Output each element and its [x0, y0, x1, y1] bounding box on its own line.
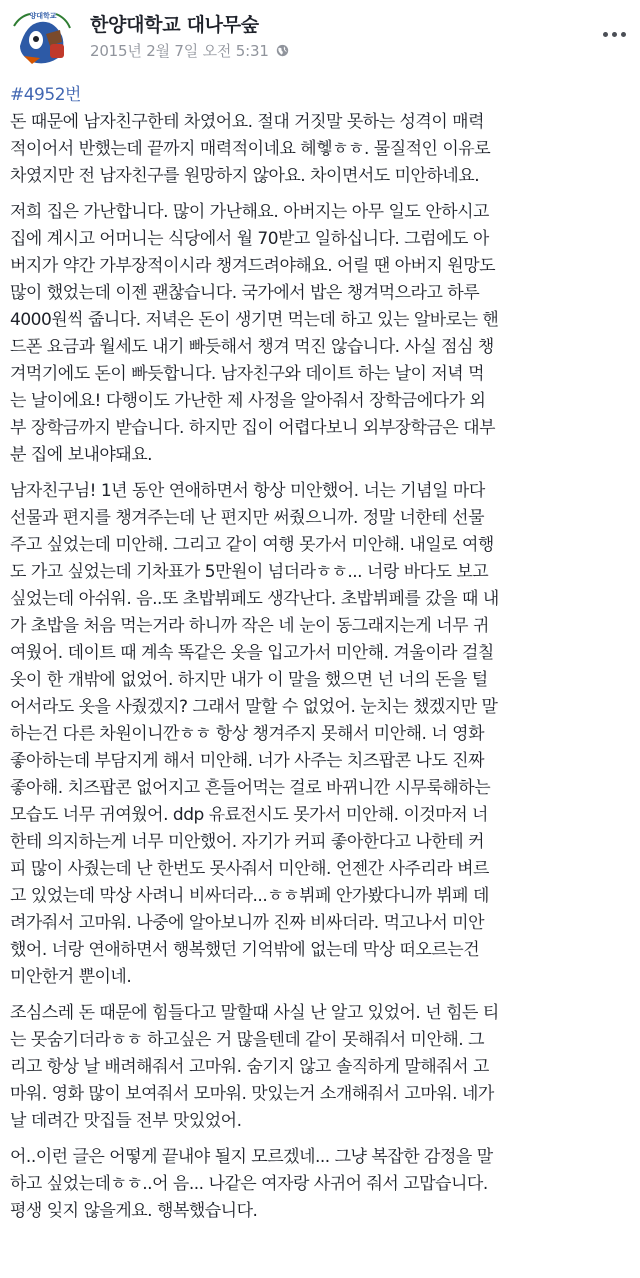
post-text-line: 리고 항상 날 배려해줘서 고마워. 숨기지 않고 솔직하게 말해줘서 고	[10, 1057, 489, 1077]
post-header	[0, 0, 640, 76]
post-text-line: 옷이 한 개밖에 없었어. 하지만 내가 이 말을 했으면 넌 너의 돈을 털	[10, 670, 488, 690]
post-timestamp[interactable]: 2015년 2월 7일 오전 5:31	[90, 42, 269, 60]
post-text-line: 했어. 너랑 연애하면서 행복했던 기억밖에 없는데 막상 떠오르는건	[10, 940, 480, 960]
post-paragraphs	[10, 109, 632, 1225]
post-body	[10, 82, 632, 1234]
post-text-line: 남자친구님! 1년 동안 연애하면서 항상 미안했어. 너는 기념일 마다	[10, 481, 485, 501]
page-name[interactable]: 한양대학교 대나무숲	[90, 14, 259, 36]
post-text-line: 하고 싶었는데ㅎㅎ..어 음... 나같은 여자랑 사귀어 줘서 고맙습니다.	[10, 1174, 488, 1194]
post-text-line: 여웠어. 데이트 때 계속 똑같은 옷을 입고가서 미안해. 겨울이라 걸칠	[10, 643, 494, 663]
post-text-line: 적이어서 반했는데 끝까지 매력적이네요 헤헿ㅎㅎ. 물질적인 이유로	[10, 139, 491, 159]
post-text-line: 돈 때문에 남자친구한테 차였어요. 절대 거짓말 못하는 성격이 매력	[10, 112, 485, 132]
post-text-line: 려가줘서 고마워. 나중에 알아보니까 진짜 비싸더라. 먹고나서 미안	[10, 913, 485, 933]
post-text-line: 부 장학금까지 받습니다. 하지만 집이 어렵다보니 외부장학금은 대부	[10, 418, 496, 438]
post-text-line: 가 초밥을 처음 먹는거라 하니까 작은 네 눈이 동그래지는게 너무 귀	[10, 616, 489, 636]
post-paragraph	[10, 1000, 632, 1135]
post-text-line: 겨먹기에도 돈이 빠듯합니다. 남자친구와 데이트 하는 날이 저녁 먹	[10, 364, 485, 384]
ellipsis-icon-dot	[603, 32, 608, 37]
post-text-line: 좋아하는데 부담지게 해서 미안해. 너가 사주는 치즈팝콘 나도 진짜	[10, 751, 485, 771]
post-text-line: 드폰 요금과 월세도 내기 빠듯해서 챙겨 먹진 않습니다. 사실 점심 챙	[10, 337, 494, 357]
post-paragraph	[10, 478, 632, 991]
post-text-line: 미안한거 뿐이네.	[10, 967, 132, 987]
post-paragraph	[10, 1144, 632, 1225]
post-text-line: 날 데려간 맛집들 전부 맛있었어.	[10, 1111, 242, 1131]
post-text-line: 주고 싶었는데 미안해. 그리고 같이 여행 못가서 미안해. 내일로 여행	[10, 535, 494, 555]
post-text-line: 한테 의지하는게 너무 미안했어. 자기가 커피 좋아한다고 나한테 커	[10, 832, 485, 852]
post-text-line: 좋아해. 치즈팝콘 없어지고 흔들어먹는 걸로 바뀌니깐 시무룩해하는	[10, 778, 491, 798]
post-text-line: 버지가 약간 가부장적이시라 챙겨드려야해요. 어릴 땐 아버지 원망도	[10, 256, 496, 276]
post-text-line: 하는건 다른 차원이니깐ㅎㅎ 항상 챙겨주지 못해서 미안해. 너 영화	[10, 724, 485, 744]
post-text-line: 싶었는데 아쉬워. 음..또 초밥뷔페도 생각난다. 초밥뷔페를 갔을 때 내	[10, 589, 499, 609]
post-text-line: 집에 계시고 어머니는 식당에서 월 70받고 일하십니다. 그럼에도 아	[10, 229, 489, 249]
post-text-line: 조심스레 돈 때문에 힘들다고 말할때 사실 난 알고 있었어. 넌 힘든 티	[10, 1003, 499, 1023]
post-text-line: 어서라도 옷을 사줬겠지? 그래서 말할 수 없었어. 눈치는 챘겠지만 말	[10, 697, 498, 717]
post-text-line: 평생 잊지 않을게요. 행복했습니다.	[10, 1201, 258, 1221]
ellipsis-icon-dot	[621, 32, 626, 37]
post-paragraph	[10, 109, 632, 190]
post-text-line: 고 있었는데 막상 사려니 비싸더라...ㅎㅎ뷔페 안가봤다니까 뷔페 데	[10, 886, 489, 906]
bamboo-forest-logo-icon	[10, 6, 76, 70]
post-text-line: 저희 집은 가난합니다. 많이 가난해요. 아버지는 아무 일도 안하시고	[10, 202, 489, 222]
post-text-line: 어..이런 글은 어떻게 끝내야 될지 모르겠네... 그냥 복잡한 감정을 말	[10, 1147, 493, 1167]
post-paragraph	[10, 199, 632, 469]
post-text-line: 차였지만 전 남자친구를 원망하지 않아요. 차이면서도 미안하네요.	[10, 166, 480, 186]
post-text-line: 모습도 너무 귀여웠어. ddp 유료전시도 못가서 미안해. 이것마저 너	[10, 805, 488, 825]
post-meta	[90, 40, 289, 61]
post-text-line: 도 가고 싶었는데 기차표가 5만원이 넘더라ㅎㅎ... 너랑 바다도 보고	[10, 562, 489, 582]
post-text-line: 선물과 편지를 챙겨주는데 난 편지만 써줬으니까. 정말 너한테 선물	[10, 508, 485, 528]
post-text-line: 는 날이에요! 다행이도 가난한 제 사정을 알아줘서 장학금에다가 외	[10, 391, 486, 411]
post-text-line: 피 많이 사줬는데 난 한번도 못사줘서 미안해. 언젠간 사주리라 벼르	[10, 859, 489, 879]
globe-icon[interactable]	[276, 44, 289, 57]
ellipsis-icon-dot	[612, 32, 617, 37]
more-options-button[interactable]	[598, 22, 630, 46]
post-text-line: 마워. 영화 많이 보여줘서 모마워. 맛있는거 소개해줘서 고마워. 네가	[10, 1084, 494, 1104]
post-text-line: 많이 했었는데 이젠 괜찮습니다. 국가에서 밥은 챙겨먹으라고 하루	[10, 283, 480, 303]
post-hashtag[interactable]: #4952번	[10, 85, 81, 105]
post-text-line: 분 집에 보내야돼요.	[10, 445, 153, 465]
avatar-lettering: 양대학교	[29, 12, 57, 20]
post-text-line: 4000원씩 줍니다. 저녁은 돈이 생기면 먹는데 하고 있는 알바로는 핸	[10, 310, 499, 330]
page-avatar[interactable]	[10, 6, 76, 70]
post-text-line: 는 못숨기더라ㅎㅎ 하고싶은 거 많을텐데 같이 못해줘서 미안해. 그	[10, 1030, 485, 1050]
